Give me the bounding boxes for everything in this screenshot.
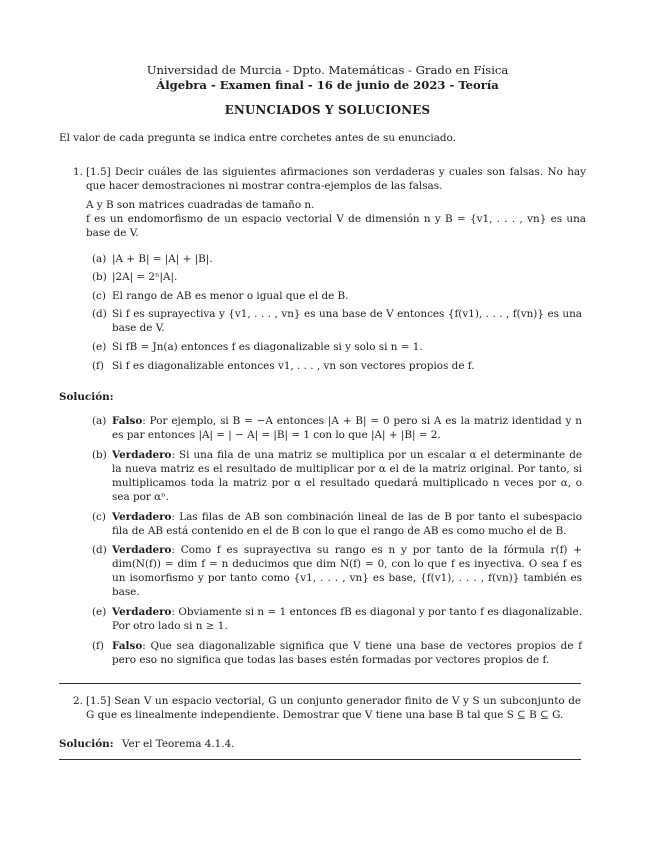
sol1-item-e-label: (e): [92, 606, 107, 618]
question-2-number: 2.: [73, 695, 83, 707]
section-title: ENUNCIADOS Y SOLUCIONES: [224, 103, 431, 117]
sol1-item-d-text: : Como f es suprayectiva su rango es n y por tanto de la fórmula r(f) + dim(N(f)) = dim f = n deducimos que dim N(f) = 0, con lo que f es inyectiva. O sea f es un isomorfismo y por tanto como {v1, . . . , vn} es base, {f(v1), . . . , f(vn)} también es base.: [112, 544, 582, 598]
sol1-item-e-text: : Obviamente si n = 1 entonces fB es diagonal y por tanto f es diagonalizable. Por otro lado si n ≥ 1.: [112, 606, 582, 632]
sol1-item-a-text: : Por ejemplo, si B = −A entonces |A + B| = 0 pero si A es la matriz identidad y n es par entonces |A| = | − A| = |B| = 1 con lo que |A| + |B| = 2.: [112, 415, 582, 441]
q1-item-d-label: (d): [92, 308, 107, 320]
divider-2: [59, 759, 581, 760]
q1-item-a: |A + B| = |A| + |B|.: [112, 253, 213, 265]
sol1-item-a: [112, 414, 582, 442]
sol1-item-c-text: : Las filas de AB son combinación lineal de las de B por tanto el subespacio fila de AB está contenido en el de B con lo que el rango de AB es como mucho el de B.: [112, 511, 582, 537]
q1-item-c: El rango de AB es menor o igual que el de B.: [112, 290, 349, 302]
question-1-setup-1: A y B son matrices cuadradas de tamaño n.: [86, 199, 315, 211]
q1-item-d: Si f es suprayectiva y {v1, . . . , vn} es una base de V entonces {f(v1), . . . , f(vn)} es una base de V.: [112, 308, 582, 334]
question-1-setup-2: f es un endomorfismo de un espacio vectorial V de dimensión n y B = {v1, . . . , vn} es una base de V.: [86, 213, 586, 239]
sol1-item-c: [112, 510, 582, 538]
q1-item-b-label: (b): [92, 271, 107, 283]
sol1-item-d-label: (d): [92, 544, 107, 556]
question-1-text: [1.5] Decir cuáles de las siguientes afirmaciones son verdaderas y cuales son falsas. No hay que hacer demostraciones ni mostrar contra-ejemplos de las falsas.: [86, 166, 586, 192]
q1-item-e: Si fB = Jn(a) entonces f es diagonalizable si y solo si n = 1.: [112, 341, 423, 353]
sol1-item-c-label: (c): [92, 511, 106, 523]
sol1-item-d: [112, 543, 582, 599]
solution-2-title: Solución:: [59, 738, 114, 750]
sol1-item-b-verdict: Verdadero: [112, 449, 172, 461]
sol1-item-a-verdict: Falso: [112, 415, 143, 427]
exam-title: Álgebra - Examen final - 16 de junio de 2023 - Teoría: [156, 78, 499, 92]
q1-item-c-label: (c): [92, 290, 106, 302]
document-header: [60, 63, 595, 118]
sol1-item-b-text: : Si una fila de una matriz se multiplica por un escalar α el determinante de la nueva matriz es el resultado de multiplicar por α el de la matriz original. Por tanto, si multiplicamos toda la matriz por α el resultado quedará multiplicado n veces por α, o sea por αⁿ.: [112, 449, 582, 503]
sol1-item-f-verdict: Falso: [112, 640, 143, 652]
q1-item-e-label: (e): [92, 341, 107, 353]
sol1-item-a-label: (a): [92, 415, 107, 427]
sol1-item-e: [112, 605, 582, 633]
solution-2-text: Ver el Teorema 4.1.4.: [122, 738, 235, 750]
q1-item-b: |2A| = 2ⁿ|A|.: [112, 271, 178, 283]
sol1-item-b-label: (b): [92, 449, 107, 461]
intro-text: El valor de cada pregunta se indica entre corchetes antes de su enunciado.: [59, 132, 456, 144]
sol1-item-e-verdict: Verdadero: [112, 606, 172, 618]
sol1-item-d-verdict: Verdadero: [112, 544, 172, 556]
divider-1: [59, 683, 581, 684]
q1-item-f-label: (f): [92, 360, 104, 372]
q1-item-a-label: (a): [92, 253, 107, 265]
sol1-item-f-text: : Que sea diagonalizable significa que V tiene una base de vectores propios de f pero eso no significa que todas las bases estén formadas por vectores propios de f.: [112, 640, 582, 666]
university-line: Universidad de Murcia - Dpto. Matemáticas - Grado en Física: [146, 63, 509, 77]
sol1-item-b: [112, 448, 582, 504]
sol1-item-f-label: (f): [92, 640, 104, 652]
solution-1-title: Solución:: [59, 391, 114, 403]
sol1-item-c-verdict: Verdadero: [112, 511, 172, 523]
question-1-number: 1.: [73, 166, 83, 178]
q1-item-f: Si f es diagonalizable entonces v1, . . . , vn son vectores propios de f.: [112, 360, 475, 372]
sol1-item-f: [112, 639, 582, 667]
question-2-text: [1.5] Sean V un espacio vectorial, G un conjunto generador finito de V y S un subconjunto de G que es linealmente independiente. Demostrar que V tiene una base B tal que S ⊆ B ⊆ G.: [86, 695, 581, 721]
